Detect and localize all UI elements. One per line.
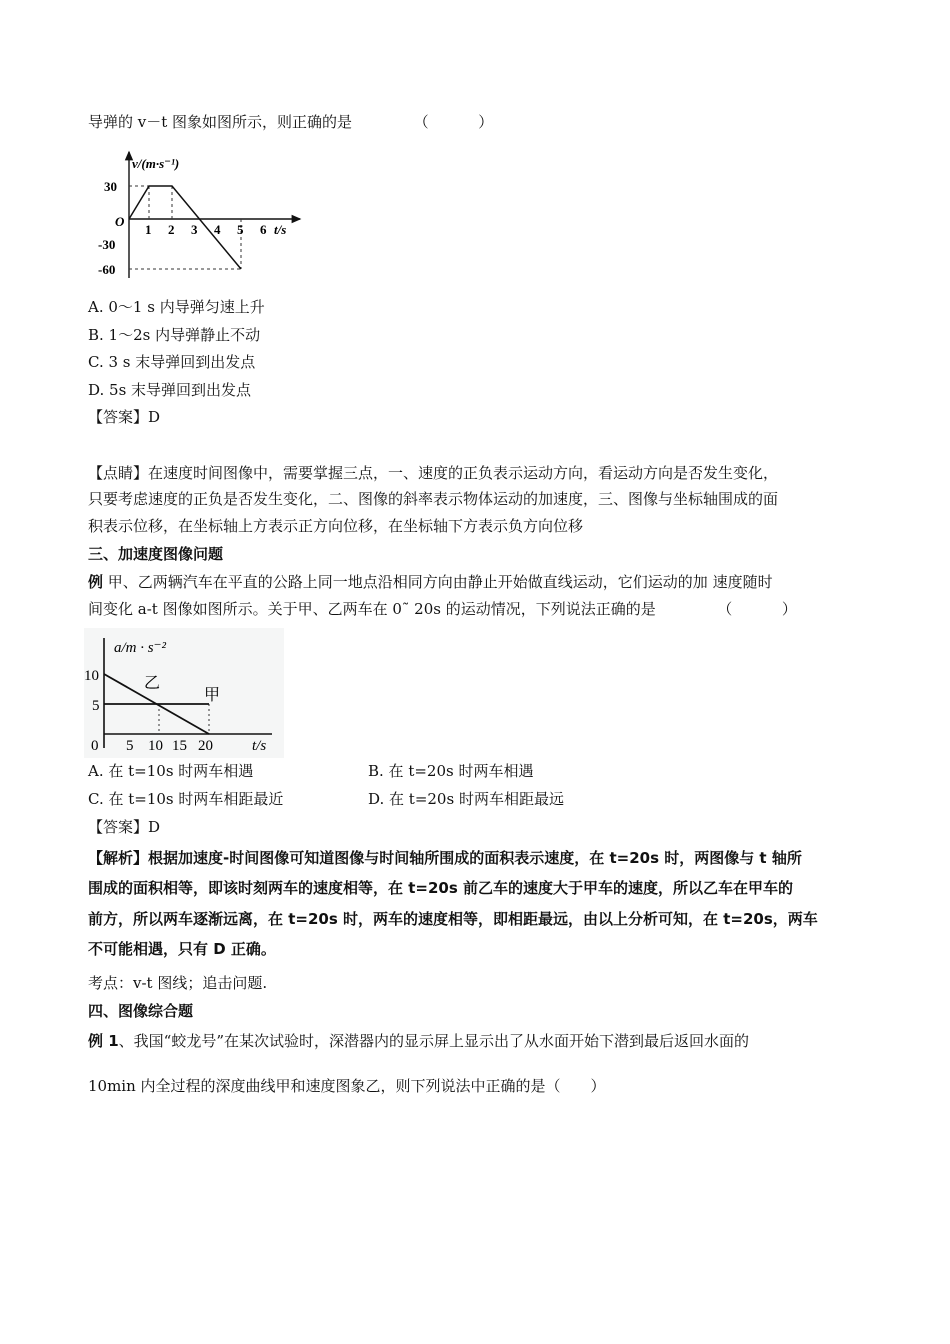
- q2-stem-2: 间变化 a-t 图像如图所示。关于甲、乙两车在 0˜ 20s 的运动情况，下列说法正确的是: [88, 600, 656, 618]
- vt-xlabel: t/s: [274, 222, 287, 237]
- q1-stem: 导弹的 v－t 图象如图所示，则正确的是: [88, 113, 353, 131]
- vt-xtick-5: 5: [237, 222, 244, 237]
- q2-answer: 【答案】D: [88, 818, 161, 836]
- at-xtick-0: 0: [91, 738, 99, 754]
- vt-ylabel: v/(m·s⁻¹): [132, 156, 180, 171]
- q2-analysis-line-3: 前方，所以两车逐渐远离，在 t=20s 时，两车的速度相等，即相距最远，由以上分析可知，在 t=20s，两车: [88, 910, 818, 928]
- dianjing-line-1: 【点睛】在速度时间图像中，需要掌握三点，一、速度的正负表示运动方向，看运动方向是否发生变化，: [88, 464, 779, 482]
- q1-stem-line: [88, 112, 493, 132]
- q1-answer: 【答案】D: [88, 408, 161, 426]
- q1-option-d: D. 5s 末导弹回到出发点: [88, 381, 252, 399]
- at-ylabel: a/m · s⁻²: [114, 640, 167, 656]
- q2-stem-line-1: [88, 572, 773, 592]
- q1-paren-open: （: [413, 113, 429, 131]
- q2-paren-open: （: [717, 600, 733, 618]
- q1-option-c: C. 3 s 末导弹回到出发点: [88, 353, 256, 371]
- at-label-jia: 甲: [204, 687, 221, 704]
- at-ytick-5: 5: [92, 698, 100, 714]
- q3-label: 例 1: [88, 1032, 119, 1050]
- vt-ytick-neg30: -30: [98, 237, 116, 252]
- vt-xtick-1: 1: [145, 222, 152, 237]
- q1-option-a: A. 0～1 s 内导弹匀速上升: [88, 298, 265, 316]
- vt-xtick-6: 6: [260, 222, 267, 237]
- q2-option-a: A. 在 t=10s 时两车相遇: [88, 762, 254, 780]
- q1-paren-close: ）: [478, 113, 494, 131]
- at-ytick-10: 10: [84, 668, 99, 684]
- at-xlabel: t/s: [252, 738, 267, 754]
- q2-stem-1: 甲、乙两辆汽车在平直的公路上同一地点沿相同方向由静止开始做直线运动，它们运动的加 速度随时: [107, 573, 773, 591]
- at-chart: [84, 628, 284, 758]
- q3-line-2: 10min 内全过程的深度曲线甲和速度图象乙，则下列说法中正确的是（ ）: [88, 1077, 606, 1095]
- q2-analysis-line-4: 不可能相遇，只有 D 正确。: [88, 940, 276, 958]
- q3-text-1: 、我国“蛟龙号”在某次试验时，深潜器内的显示屏上显示出了从水面开始下潜到最后返回水面的: [118, 1032, 750, 1050]
- q2-paren-close: ）: [781, 600, 797, 618]
- vt-xtick-4: 4: [214, 222, 221, 237]
- vt-ytick-30: 30: [104, 179, 117, 194]
- q2-kaodian: 考点：v-t 图线；追击问题.: [88, 974, 268, 992]
- section-3-title: 三、加速度图像问题: [88, 545, 224, 563]
- dianjing-line-2: 只要考虑速度的正负是否发生变化，二、图像的斜率表示物体运动的加速度，三、图像与坐标轴围成的面: [88, 490, 779, 508]
- at-xtick-10: 10: [148, 738, 163, 754]
- q2-option-b: B. 在 t=20s 时两车相遇: [368, 762, 534, 780]
- q2-analysis-line-1: 【解析】根据加速度-时间图像可知道图像与时间轴所围成的面积表示速度，在 t=20s 时，两图像与 t 轴所: [88, 849, 802, 867]
- at-xtick-5: 5: [126, 738, 134, 754]
- dianjing-line-3: 积表示位移，在坐标轴上方表示正方向位移，在坐标轴下方表示负方向位移: [88, 517, 584, 535]
- vt-xtick-3: 3: [191, 222, 198, 237]
- q2-analysis-line-2: 围成的面积相等，即该时刻两车的速度相等，在 t=20s 前乙车的速度大于甲车的速度，所以乙车在甲车的: [88, 879, 793, 897]
- at-xtick-15: 15: [172, 738, 187, 754]
- q2-stem-line-2: [88, 599, 797, 619]
- q2-option-d: D. 在 t=20s 时两车相距最远: [368, 790, 564, 808]
- vt-xtick-2: 2: [168, 222, 175, 237]
- at-xtick-20: 20: [198, 738, 213, 754]
- vt-ytick-neg60: -60: [98, 262, 116, 277]
- q1-option-b: B. 1～2s 内导弹静止不动: [88, 326, 261, 344]
- vt-chart: [96, 148, 326, 288]
- at-label-yi: 乙: [144, 675, 161, 692]
- q3-line-1: [88, 1031, 749, 1051]
- q2-example-label: 例: [88, 573, 104, 591]
- vt-origin: O: [115, 214, 125, 229]
- section-4-title: 四、图像综合题: [88, 1002, 194, 1020]
- q2-option-c: C. 在 t=10s 时两车相距最近: [88, 790, 284, 808]
